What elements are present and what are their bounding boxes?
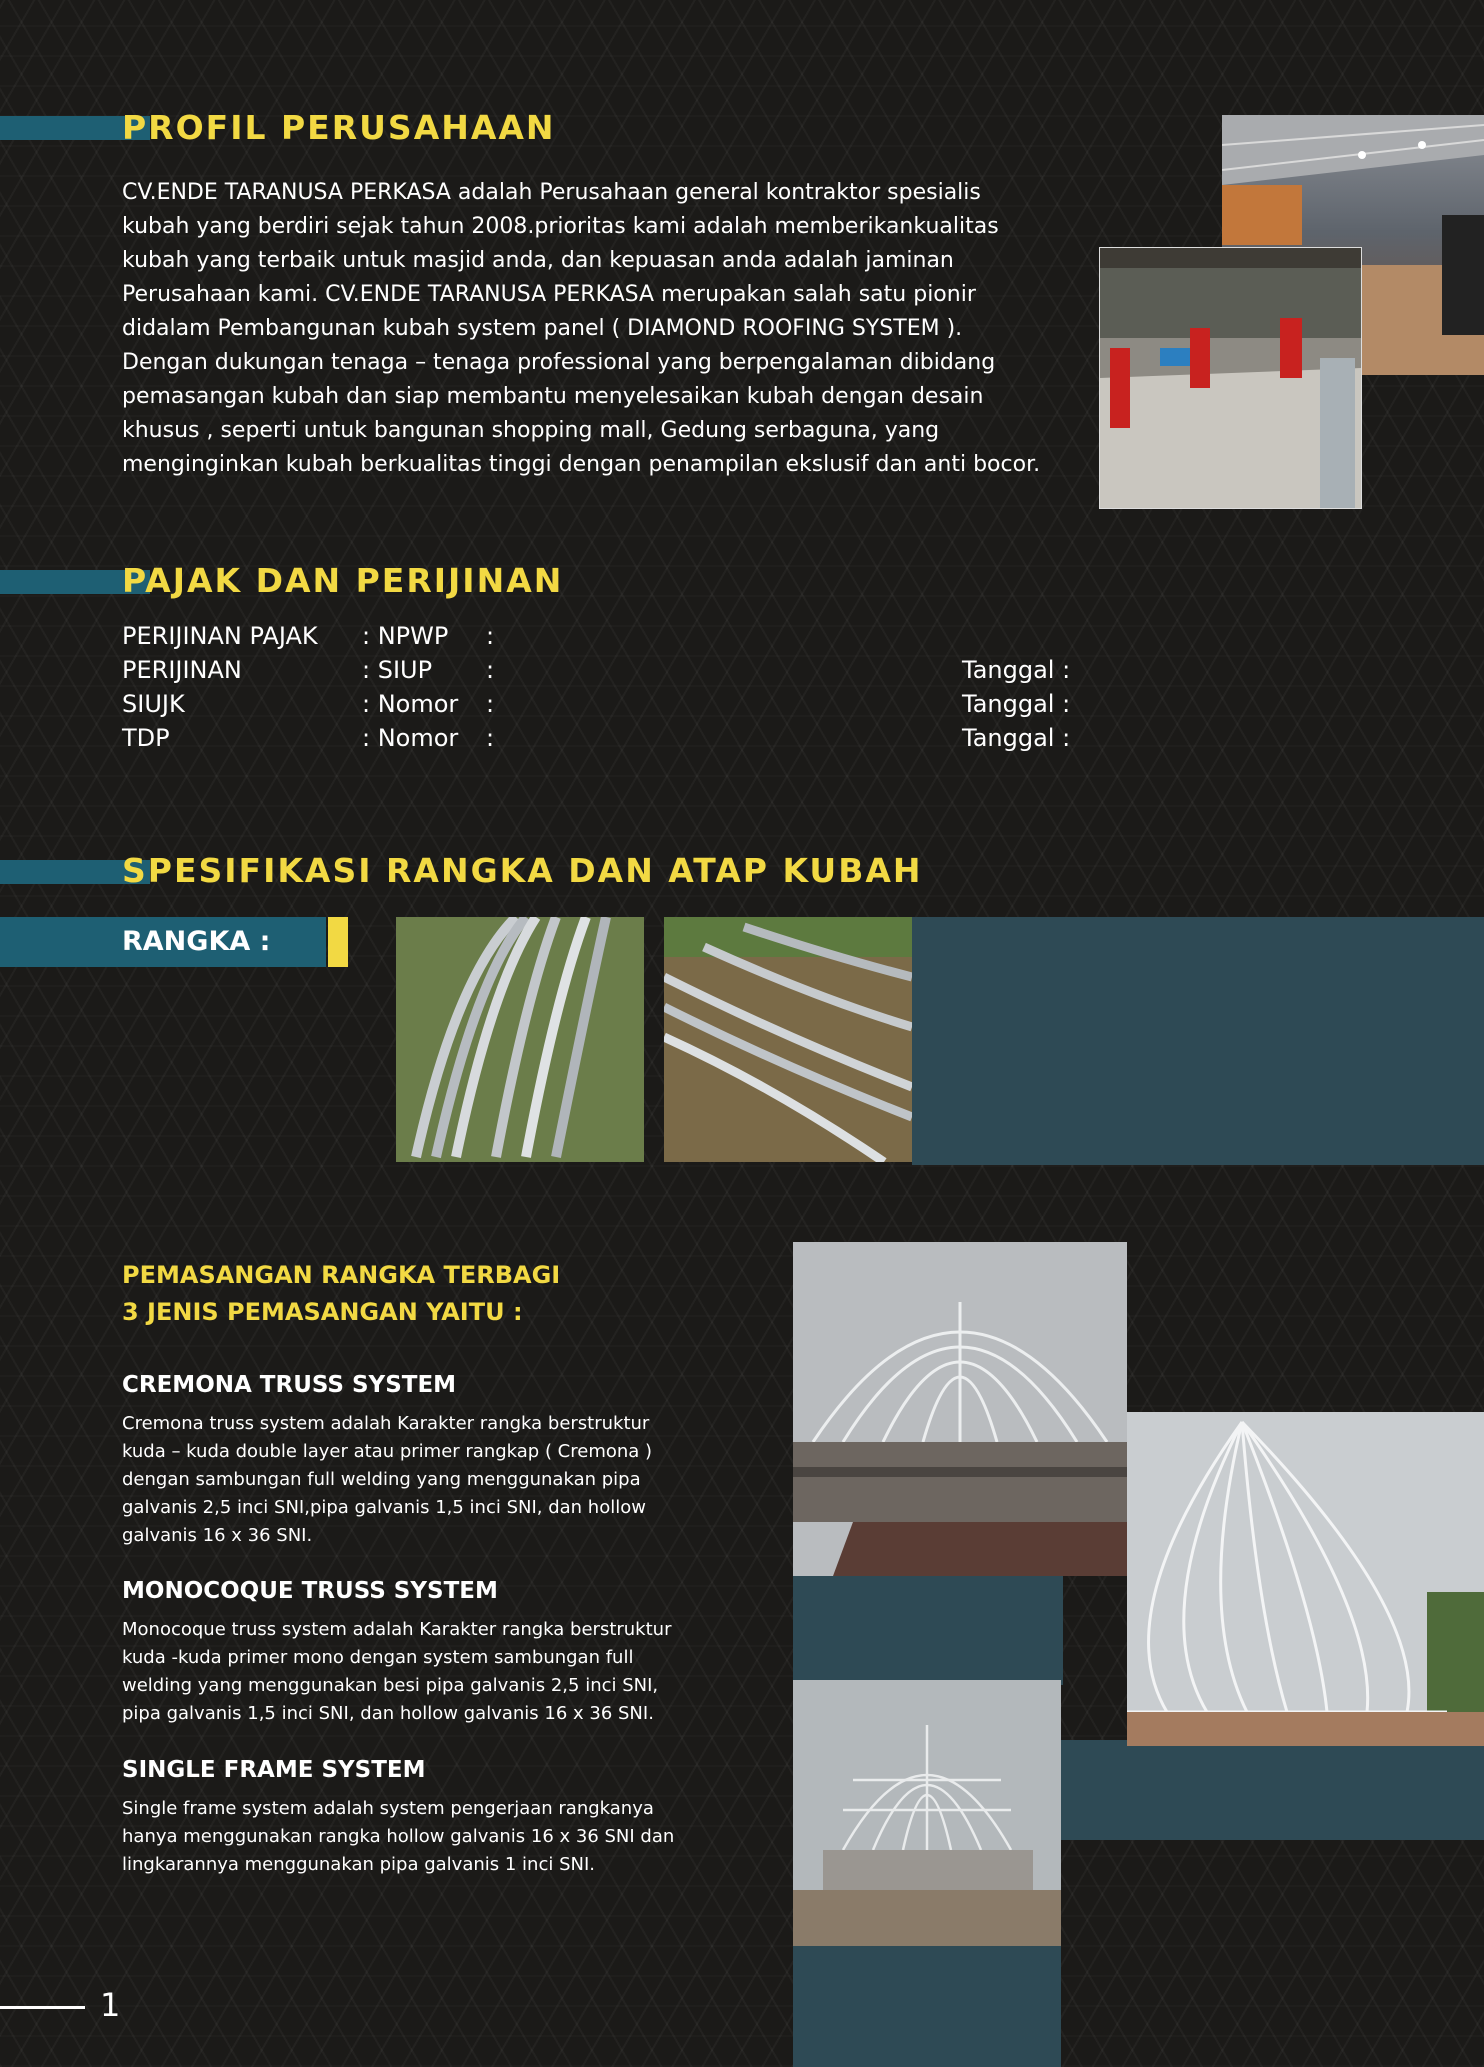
system-desc-line: dengan sambungan full welding yang menggunakan pipa xyxy=(122,1469,641,1490)
system-desc-line: kuda -kuda primer mono dengan system sambungan full xyxy=(122,1647,634,1668)
system-desc-line: kuda – kuda double layer atau primer rangkap ( Cremona ) xyxy=(122,1441,653,1462)
profil-line: kubah yang berdiri sejak tahun 2008.prioritas kami adalah memberikankualitas xyxy=(122,214,999,239)
system-desc-line: Monocoque truss system adalah Karakter rangka berstruktur xyxy=(122,1619,672,1640)
tax-row xyxy=(122,653,1122,687)
tax-row xyxy=(122,687,1122,721)
page-number: 1 xyxy=(100,1986,121,2024)
tax-row xyxy=(122,721,1122,755)
steel-pipes-photo-1 xyxy=(396,917,644,1162)
profil-paragraph xyxy=(122,176,1040,482)
system-desc-line: welding yang menggunakan besi pipa galvanis 2,5 inci SNI, xyxy=(122,1675,659,1696)
tax-colon: : xyxy=(486,690,495,718)
workers-yard-photo xyxy=(1099,247,1362,509)
collage-panel xyxy=(793,1575,1063,1685)
profil-line: didalam Pembangunan kubah system panel ( DIAMOND ROOFING SYSTEM ). xyxy=(122,316,963,341)
system-desc-line: galvanis 16 x 36 SNI. xyxy=(122,1525,313,1546)
profil-line: kubah yang terbaik untuk masjid anda, dan kepuasan anda adalah jaminan xyxy=(122,248,954,273)
collage-panel xyxy=(1060,1740,1484,1840)
system-title: SINGLE FRAME SYSTEM xyxy=(122,1757,426,1783)
profil-line: khusus , seperti untuk bangunan shopping mall, Gedung serbaguna, yang xyxy=(122,418,940,443)
single-frame-dome-photo xyxy=(793,1680,1061,1946)
tax-type: : SIUP xyxy=(362,656,433,684)
profil-line: Perusahaan kami. CV.ENDE TARANUSA PERKASA merupakan salah satu pionir xyxy=(122,282,976,307)
tax-colon: : xyxy=(486,622,495,650)
profil-line: CV.ENDE TARANUSA PERKASA adalah Perusahaan general kontraktor spesialis xyxy=(122,180,981,205)
system-desc-line: galvanis 2,5 inci SNI,pipa galvanis 1,5 inci SNI, dan hollow xyxy=(122,1497,646,1518)
profil-line: pemasangan kubah dan siap membantu menyelesaikan kubah dengan desain xyxy=(122,384,984,409)
tax-type: : NPWP xyxy=(362,622,449,650)
profil-line: Dengan dukungan tenaga – tenaga professional yang berpengalaman dibidang xyxy=(122,350,996,375)
tax-label: PERIJINAN PAJAK xyxy=(122,622,318,650)
tax-label: TDP xyxy=(122,724,170,752)
system-description xyxy=(122,1616,671,1728)
spesifikasi-heading: SPESIFIKASI RANGKA DAN ATAP KUBAH xyxy=(122,851,923,890)
pemasangan-heading-line1: PEMASANGAN RANGKA TERBAGI xyxy=(122,1261,561,1289)
pemasangan-heading-line2: 3 JENIS PEMASANGAN YAITU : xyxy=(122,1298,523,1326)
system-description xyxy=(122,1795,674,1879)
system-desc-line: hanya menggunakan rangka hollow galvanis 16 x 36 SNI dan xyxy=(122,1826,675,1847)
tax-colon: : xyxy=(486,724,495,752)
pajak-heading: PAJAK DAN PERIJINAN xyxy=(122,561,564,600)
tax-colon: : xyxy=(486,656,495,684)
system-title: MONOCOQUE TRUSS SYSTEM xyxy=(122,1578,498,1604)
rangka-accent xyxy=(328,917,348,967)
rangka-panel xyxy=(912,917,1484,1165)
page-number-rule xyxy=(0,2006,85,2009)
tax-date: Tanggal : xyxy=(962,724,1071,752)
monocoque-dome-photo xyxy=(1127,1412,1484,1746)
system-title: CREMONA TRUSS SYSTEM xyxy=(122,1372,457,1398)
system-description xyxy=(122,1410,652,1550)
profil-heading: PROFIL PERUSAHAAN xyxy=(122,108,556,147)
cremona-dome-photo xyxy=(793,1242,1127,1576)
system-desc-line: Single frame system adalah system pengerjaan rangkanya xyxy=(122,1798,654,1819)
collage-panel xyxy=(793,1945,1061,2067)
system-desc-line: pipa galvanis 1,5 inci SNI, dan hollow galvanis 16 x 36 SNI. xyxy=(122,1703,654,1724)
rangka-label: RANGKA : xyxy=(122,926,271,957)
profil-line: menginginkan kubah berkualitas tinggi dengan penampilan ekslusif dan anti bocor. xyxy=(122,452,1041,477)
steel-pipes-photo-2 xyxy=(664,917,912,1162)
tax-date: Tanggal : xyxy=(962,690,1071,718)
tax-type: : Nomor xyxy=(362,690,459,718)
tax-date: Tanggal : xyxy=(962,656,1071,684)
tax-row xyxy=(122,619,1122,653)
system-desc-line: lingkarannya menggunakan pipa galvanis 1 inci SNI. xyxy=(122,1854,595,1875)
tax-label: PERIJINAN xyxy=(122,656,242,684)
system-desc-line: Cremona truss system adalah Karakter rangka berstruktur xyxy=(122,1413,650,1434)
tax-type: : Nomor xyxy=(362,724,459,752)
tax-label: SIUJK xyxy=(122,690,185,718)
